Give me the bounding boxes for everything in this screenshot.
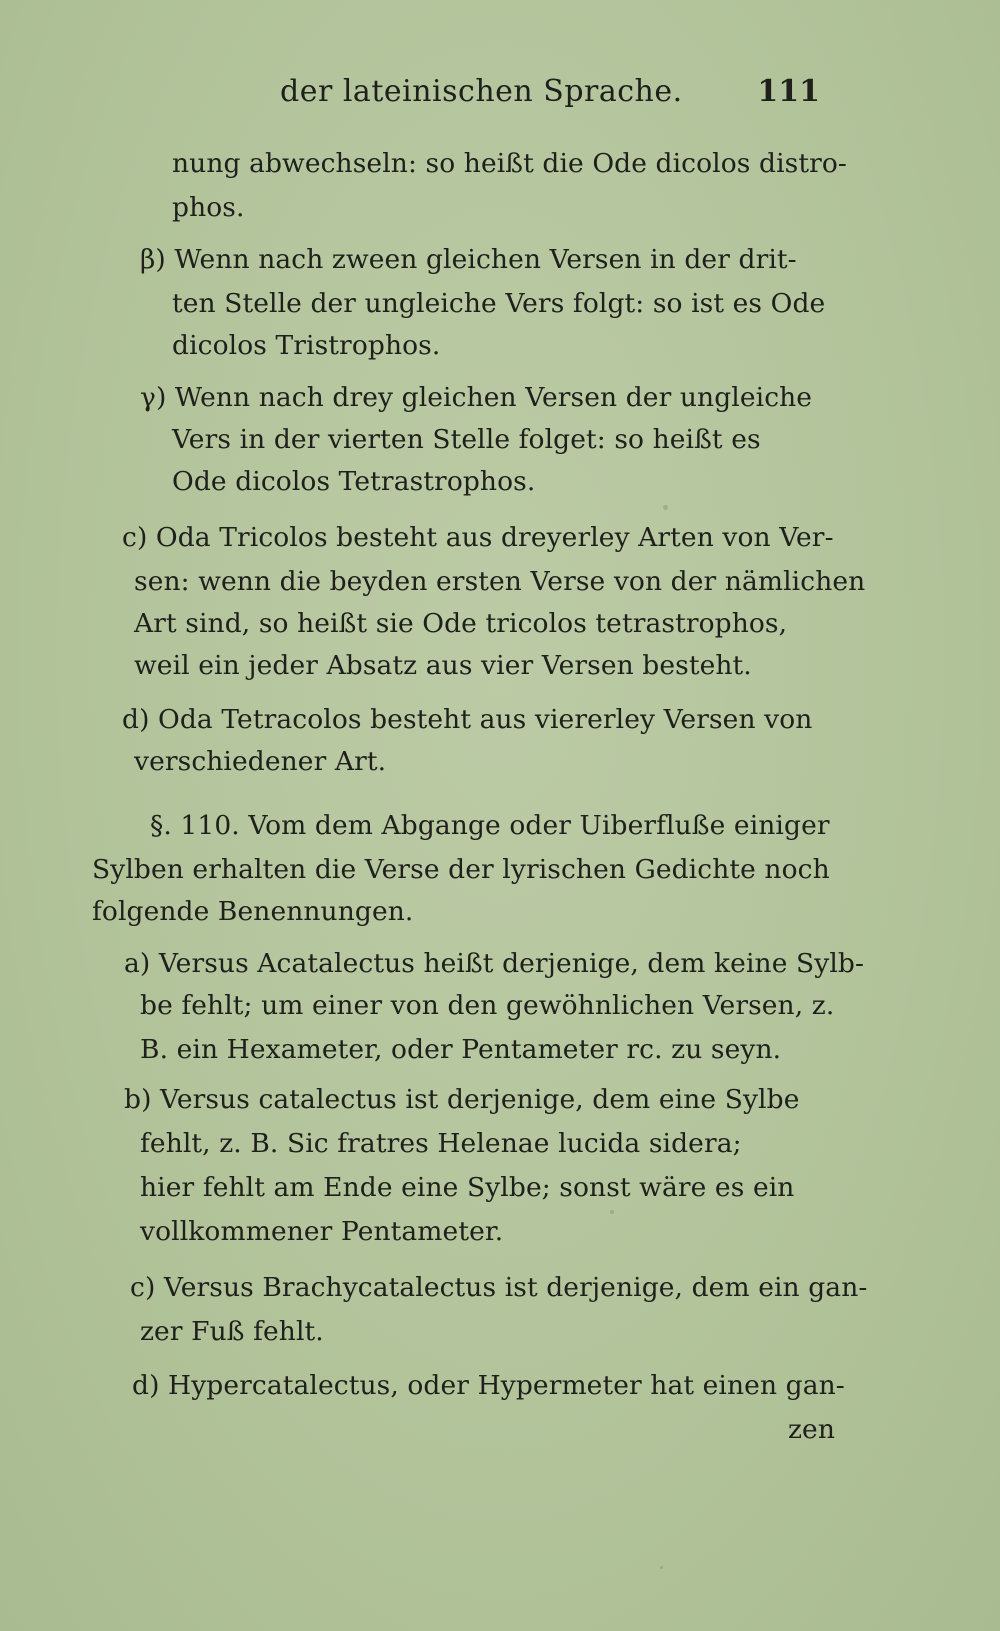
text-line: nung abwechseln: so heißt die Ode dicolos distro- <box>172 148 847 179</box>
text-line: ten Stelle der ungleiche Vers folgt: so ist es Ode <box>172 288 826 319</box>
text-line: γ) Wenn nach drey gleichen Versen der ungleiche <box>140 382 813 413</box>
page-header <box>280 74 820 114</box>
text-line: Art sind, so heißt sie Ode tricolos tetrastrophos, <box>134 608 788 639</box>
text-line: a) Versus Acatalectus heißt derjenige, dem keine Sylb- <box>124 948 865 979</box>
text-line: Sylben erhalten die Verse der lyrischen Gedichte noch <box>92 854 830 885</box>
paper-speck <box>660 1566 663 1569</box>
text-line: d) Hypercatalectus, oder Hypermeter hat einen gan- <box>132 1370 845 1401</box>
text-line: verschiedener Art. <box>134 746 387 777</box>
paper-speck <box>610 1210 614 1214</box>
text-line: β) Wenn nach zween gleichen Versen in der drit- <box>140 244 797 275</box>
text-line: phos. <box>172 192 245 223</box>
text-line: folgende Benennungen. <box>92 896 414 927</box>
text-line: be fehlt; um einer von den gewöhnlichen Versen, z. <box>140 990 835 1021</box>
text-line: hier fehlt am Ende eine Sylbe; sonst wäre es ein <box>140 1172 795 1203</box>
text-line: zen <box>788 1414 836 1445</box>
paper-speck <box>663 505 668 510</box>
text-line: vollkommener Pentameter. <box>140 1216 504 1247</box>
text-line: b) Versus catalectus ist derjenige, dem eine Sylbe <box>124 1084 800 1115</box>
text-line: fehlt, z. B. Sic fratres Helenae lucida sidera; <box>140 1128 742 1159</box>
text-line: weil ein jeder Absatz aus vier Versen besteht. <box>134 650 752 681</box>
text-line: zer Fuß fehlt. <box>140 1316 324 1347</box>
text-line: B. ein Hexameter, oder Pentameter rc. zu seyn. <box>140 1034 782 1065</box>
text-line: Ode dicolos Tetrastrophos. <box>172 466 536 497</box>
text-line: c) Versus Brachycatalectus ist derjenige, dem ein gan- <box>130 1272 868 1303</box>
text-line: sen: wenn die beyden ersten Verse von der nämlichen <box>134 566 866 597</box>
text-line: Vers in der vierten Stelle folget: so heißt es <box>172 424 761 455</box>
page-number: 111 <box>757 74 820 109</box>
text-line: d) Oda Tetracolos besteht aus viererley Versen von <box>122 704 813 735</box>
text-line: c) Oda Tricolos besteht aus dreyerley Arten von Ver- <box>122 522 834 553</box>
text-line: dicolos Tristrophos. <box>172 330 441 361</box>
running-title: der lateinischen Sprache. <box>280 74 683 109</box>
text-line: §. 110. Vom dem Abgange oder Uiberfluße einiger <box>150 810 830 841</box>
